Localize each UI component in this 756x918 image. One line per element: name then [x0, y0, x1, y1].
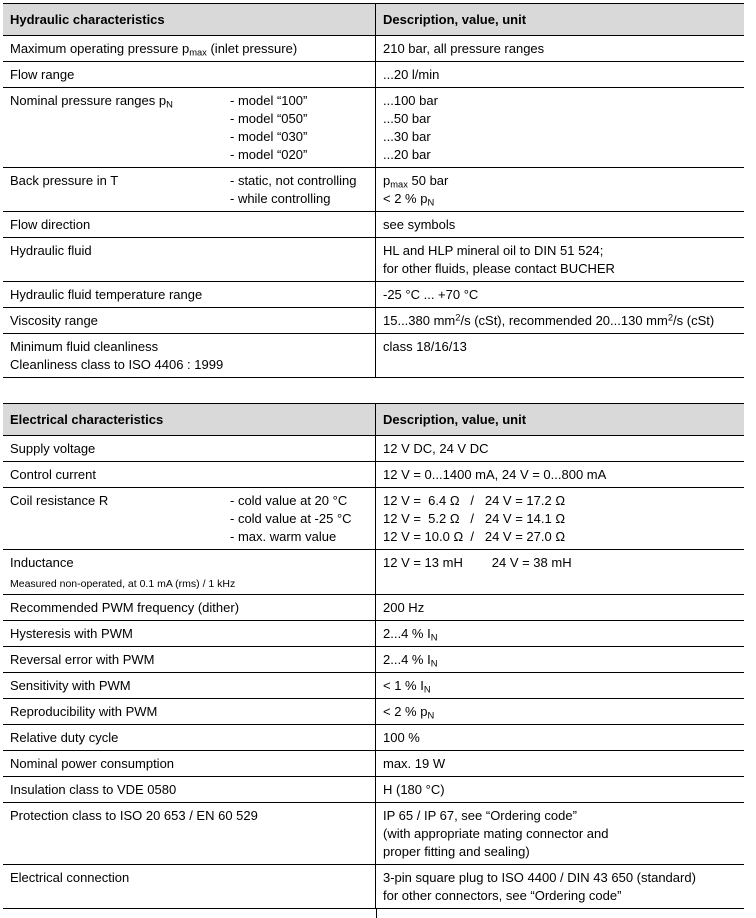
row-label: [10, 466, 367, 484]
row-label-cell: [3, 550, 376, 594]
row-sublabel-line: - static, not controlling: [230, 173, 357, 188]
row-label-cell: [3, 168, 376, 211]
row-label: [10, 242, 367, 260]
row-label: [10, 554, 367, 572]
row-value-line: (with appropriate mating connector and: [383, 826, 609, 841]
row-label-line: Maximum operating pressure $p_{max}$ (inlet pressure): [10, 41, 298, 58]
table-row: [3, 436, 744, 462]
row-value-cell: [376, 88, 744, 167]
row-value-line: 2...4 % $I_N$: [383, 652, 438, 669]
row-label-cell: [3, 647, 376, 672]
table-row: [3, 168, 744, 212]
row-label-cell: [3, 865, 376, 908]
header-description-title: Description, value, unit: [383, 12, 527, 27]
row-value-cell: [376, 647, 744, 672]
row-value-line: max. 19 W: [383, 756, 446, 771]
row-sublabel-line: - model “050”: [230, 111, 308, 126]
table-row: [3, 212, 744, 238]
row-sublabel-line: - cold value at -25 °C: [230, 511, 352, 526]
row-label-line: Relative duty cycle: [10, 730, 119, 745]
row-label-line: Flow range: [10, 67, 75, 82]
row-label: [10, 625, 367, 643]
row-value-line: 12 V = 0...1400 mA, 24 V = 0...800 mA: [383, 467, 607, 482]
row-value-line: H (180 °C): [383, 782, 445, 797]
row-label: [10, 92, 230, 110]
header-col-characteristics: [3, 404, 376, 435]
row-value-line: 210 bar, all pressure ranges: [383, 41, 545, 56]
row-value-cell: [376, 334, 744, 377]
row-value-line: see symbols: [383, 217, 456, 232]
column-divider-tail: [376, 909, 377, 918]
row-label: [10, 677, 367, 695]
row-label-cell: [3, 488, 376, 549]
row-value-cell: [376, 282, 744, 307]
row-value-cell: [376, 751, 744, 776]
row-note: Measured non-operated, at 0.1 mA (rms) / 1 kHz: [10, 578, 236, 590]
row-label-cell: [3, 36, 376, 61]
row-label-with-sublabels: [10, 172, 367, 208]
row-label: [10, 172, 230, 190]
row-sublabel-column: [230, 492, 367, 546]
table-row: [3, 865, 744, 909]
table-row: [3, 334, 744, 378]
row-label: [10, 40, 367, 58]
row-value-line: $p_{max}$ 50 bar: [383, 173, 449, 190]
row-value-cell: [376, 436, 744, 461]
row-value-cell: [376, 62, 744, 87]
row-label-cell: [3, 751, 376, 776]
row-label: [10, 440, 367, 458]
table-hydraulic-characteristics: [3, 3, 744, 378]
row-label-cell: [3, 673, 376, 698]
row-label: [10, 286, 367, 304]
row-sublabel-column: [230, 172, 367, 208]
table-row: [3, 595, 744, 621]
row-value-line: 12 V = 6.4 Ω / 24 V = 17.2 Ω: [383, 493, 566, 508]
row-label-line: Hysteresis with PWM: [10, 626, 133, 641]
tables-container: [0, 3, 756, 909]
row-label-line: Minimum fluid cleanliness: [10, 339, 159, 354]
table-row: [3, 238, 744, 282]
row-label-line: Coil resistance R: [10, 493, 109, 508]
row-value-cell: [376, 699, 744, 724]
table-row: [3, 725, 744, 751]
row-label-cell: [3, 212, 376, 237]
row-label: [10, 729, 367, 747]
row-value-cell: [376, 488, 744, 549]
row-value-line: 100 %: [383, 730, 420, 745]
table-header-row: [3, 404, 744, 436]
table-row: [3, 308, 744, 334]
row-label-cell: [3, 777, 376, 802]
table-header-row: [3, 4, 744, 36]
row-value-line: < 1 % $I_N$: [383, 678, 431, 695]
row-label-cell: [3, 436, 376, 461]
row-label-line: Nominal power consumption: [10, 756, 175, 771]
row-label-column: [10, 92, 230, 164]
row-value-line: for other fluids, please contact BUCHER: [383, 261, 615, 276]
row-label: [10, 703, 367, 721]
header-title: Electrical characteristics: [10, 412, 164, 427]
row-label: [10, 599, 367, 617]
row-label: [10, 651, 367, 669]
header-title: Hydraulic characteristics: [10, 12, 165, 27]
table-row: [3, 673, 744, 699]
table-row: [3, 621, 744, 647]
row-label-cell: [3, 282, 376, 307]
row-label: [10, 869, 367, 887]
row-label-line: Reversal error with PWM: [10, 652, 155, 667]
row-value-line: ...20 bar: [383, 147, 431, 162]
row-value-line: HL and HLP mineral oil to DIN 51 524;: [383, 243, 604, 258]
row-label: [10, 781, 367, 799]
row-value-cell: [376, 777, 744, 802]
row-label-cell: [3, 238, 376, 281]
table-row: [3, 699, 744, 725]
row-label-line: Reproducibility with PWM: [10, 704, 158, 719]
row-value-line: ...50 bar: [383, 111, 431, 126]
table-row: [3, 282, 744, 308]
row-value-line: 12 V DC, 24 V DC: [383, 441, 489, 456]
row-sublabel-line: - model “100”: [230, 93, 308, 108]
row-value-cell: [376, 212, 744, 237]
row-label-line: Insulation class to VDE 0580: [10, 782, 177, 797]
row-value-line: ...20 l/min: [383, 67, 440, 82]
row-value-cell: [376, 308, 744, 333]
row-sublabel-line: - while controlling: [230, 191, 331, 206]
row-label-cell: [3, 88, 376, 167]
table-row: [3, 647, 744, 673]
row-label-column: [10, 492, 230, 546]
row-label-line: Nominal pressure ranges $p_N$: [10, 93, 173, 110]
row-value-line: 12 V = 10.0 Ω / 24 V = 27.0 Ω: [383, 529, 566, 544]
table-row: [3, 36, 744, 62]
table-row: [3, 488, 744, 550]
row-value-cell: [376, 168, 744, 211]
row-value-line: proper fitting and sealing): [383, 844, 530, 859]
table-electrical-characteristics: [3, 403, 744, 909]
row-sublabel-line: - model “020”: [230, 147, 308, 162]
row-label: [10, 312, 367, 330]
row-label-with-sublabels: [10, 92, 367, 164]
row-label-line: Viscosity range: [10, 313, 98, 328]
row-label-cell: [3, 462, 376, 487]
row-value-line: -25 °C ... +70 °C: [383, 287, 479, 302]
row-label-column: [10, 172, 230, 208]
row-value-cell: [376, 595, 744, 620]
row-value-cell: [376, 621, 744, 646]
table-row: [3, 62, 744, 88]
row-label: [10, 755, 367, 773]
row-value-line: 3-pin square plug to ISO 4400 / DIN 43 650 (standard): [383, 870, 696, 885]
row-label-line: Protection class to ISO 20 653 / EN 60 529: [10, 808, 258, 823]
row-label-line: Electrical connection: [10, 870, 130, 885]
row-value-line: for other connectors, see “Ordering code”: [383, 888, 622, 903]
row-label-line: Hydraulic fluid: [10, 243, 92, 258]
table-row: [3, 462, 744, 488]
header-col-description: [376, 404, 744, 435]
row-sublabel-column: [230, 92, 367, 164]
row-label-line: Sensitivity with PWM: [10, 678, 131, 693]
row-label-cell: [3, 621, 376, 646]
row-label-cell: [3, 699, 376, 724]
row-label: [10, 216, 367, 234]
row-label-line: Recommended PWM frequency (dither): [10, 600, 240, 615]
row-label-cell: [3, 62, 376, 87]
table-row: [3, 777, 744, 803]
table-row: [3, 751, 744, 777]
row-label-cell: [3, 334, 376, 377]
table-row: [3, 803, 744, 865]
row-label-line: Inductance: [10, 555, 74, 570]
row-label-cell: [3, 595, 376, 620]
row-sublabel-line: - cold value at 20 °C: [230, 493, 348, 508]
row-value-cell: [376, 36, 744, 61]
row-label-line: Hydraulic fluid temperature range: [10, 287, 203, 302]
table-row: [3, 550, 744, 595]
header-col-characteristics: [3, 4, 376, 35]
row-value-line: class 18/16/13: [383, 339, 467, 354]
row-value-line: < 2 % $p_N$: [383, 704, 435, 721]
header-description-title: Description, value, unit: [383, 412, 527, 427]
row-label: [10, 807, 367, 825]
row-value-line: 12 V = 5.2 Ω / 24 V = 14.1 Ω: [383, 511, 566, 526]
row-value-line: 2...4 % $I_N$: [383, 626, 438, 643]
row-value-cell: [376, 673, 744, 698]
row-value-cell: [376, 238, 744, 281]
row-label-line: Supply voltage: [10, 441, 96, 456]
row-value-cell: [376, 550, 744, 594]
row-value-line: 15...380 $mm^2/s$ (cSt), recommended 20...130 $mm^2/s$ (cSt): [383, 312, 715, 328]
row-label-line: Flow direction: [10, 217, 91, 232]
row-value-line: 12 V = 13 mH 24 V = 38 mH: [383, 555, 572, 570]
row-label: [10, 338, 367, 374]
row-value-cell: [376, 725, 744, 750]
row-label-line: Back pressure in T: [10, 173, 119, 188]
row-value-line: IP 65 / IP 67, see “Ordering code”: [383, 808, 577, 823]
row-label: [10, 66, 367, 84]
row-value-line: ...30 bar: [383, 129, 431, 144]
row-label-line: Cleanliness class to ISO 4406 : 1999: [10, 357, 224, 372]
row-label: [10, 492, 230, 510]
row-label-cell: [3, 308, 376, 333]
row-sublabel-line: - model “030”: [230, 129, 308, 144]
row-sublabel-line: - max. warm value: [230, 529, 337, 544]
header-col-description: [376, 4, 744, 35]
table-row: [3, 88, 744, 168]
row-label-cell: [3, 725, 376, 750]
row-label-line: Control current: [10, 467, 96, 482]
row-value-cell: [376, 865, 744, 908]
row-label-with-sublabels: [10, 492, 367, 546]
row-value-line: < 2 % $p_N$: [383, 191, 435, 208]
row-value-line: 200 Hz: [383, 600, 425, 615]
row-value-line: ...100 bar: [383, 93, 438, 108]
row-value-cell: [376, 462, 744, 487]
